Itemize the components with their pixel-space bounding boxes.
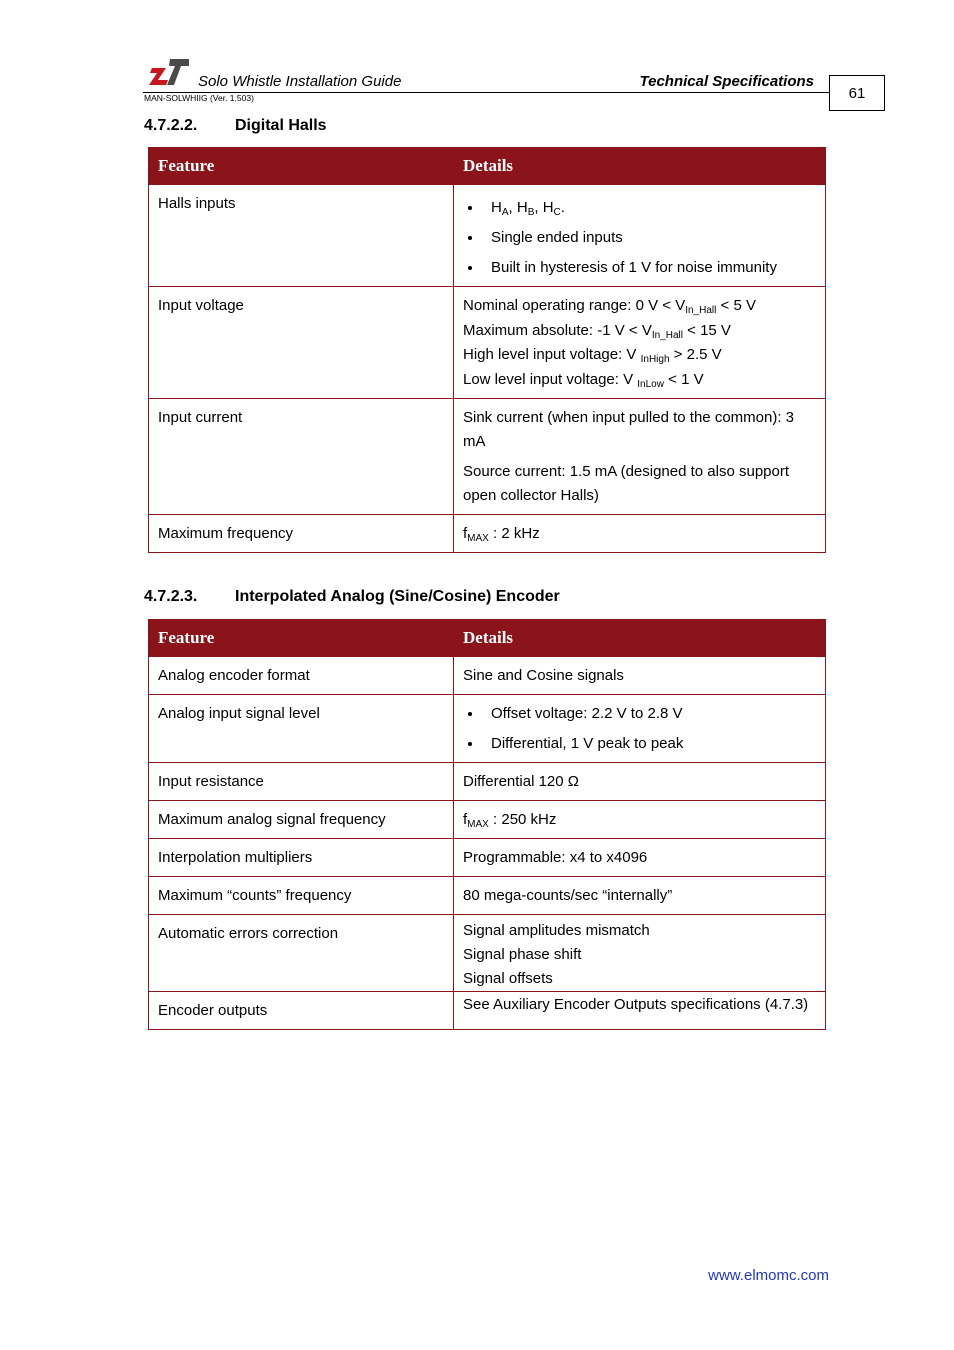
section-title: Technical Specifications: [639, 73, 814, 90]
table-header-row: [149, 148, 826, 185]
detail-line: Signal phase shift: [463, 946, 582, 963]
feature-cell: Automatic errors correction: [149, 915, 454, 992]
bullet-list: [463, 196, 816, 280]
heading-number: 4.7.2.3.: [144, 588, 198, 605]
details-cell: See Auxiliary Encoder Outputs specifications (4.7.3): [454, 992, 826, 1030]
feature-cell: Analog encoder format: [149, 657, 454, 695]
table-row: [149, 763, 826, 801]
table-row: [149, 515, 826, 553]
table-row: [149, 695, 826, 763]
detail-line: Signal offsets: [463, 970, 553, 987]
detail-paragraph: Sink current (when input pulled to the common): 3 mA: [463, 409, 795, 450]
page-number: 61: [829, 75, 885, 111]
table-row: [149, 877, 826, 915]
digital-halls-table: [148, 147, 826, 553]
feature-cell: Analog input signal level: [149, 695, 454, 763]
table-row: [149, 657, 826, 695]
detail-paragraph: Source current: 1.5 mA (designed to also support open collector Halls): [463, 463, 790, 504]
bullet-list: [463, 702, 816, 756]
detail-line: Low level input voltage: V $_{InLow}$ < 1 V: [463, 370, 704, 390]
table-row: [149, 801, 826, 839]
details-cell: [454, 915, 826, 992]
column-header-details: Details: [454, 148, 826, 185]
heading-number: 4.7.2.2.: [144, 117, 198, 134]
column-header-feature: Feature: [149, 148, 454, 185]
document-title: Solo Whistle Installation Guide: [198, 73, 402, 90]
table-row: [149, 992, 826, 1030]
detail-line: Nominal operating range: 0 $V < V_{In\_Hall} < 5$ V: [463, 297, 756, 316]
detail-line: High level input voltage: V $_{InHigh}$ > 2.5 V: [463, 346, 722, 365]
list-item: • $H_A$, $H_B$, $H_C$.: [483, 196, 816, 220]
list-item: • Single ended inputs: [483, 226, 816, 250]
table-header-row: [149, 620, 826, 657]
feature-cell: Maximum frequency: [149, 515, 454, 553]
column-header-details: Details: [454, 620, 826, 657]
column-header-feature: Feature: [149, 620, 454, 657]
feature-cell: Halls inputs: [149, 185, 454, 287]
details-cell: Programmable: x4 to x4096: [454, 839, 826, 877]
table-row: [149, 915, 826, 992]
details-cell: [454, 185, 826, 287]
list-item: • Built in hysteresis of 1 V for noise immunity: [483, 256, 816, 280]
feature-cell: Maximum analog signal frequency: [149, 801, 454, 839]
list-item: • Offset voltage: 2.2 V to 2.8 V: [483, 702, 816, 726]
heading-interpolated-encoder: [144, 588, 560, 606]
details-cell: Sine and Cosine signals: [454, 657, 826, 695]
feature-cell: Input resistance: [149, 763, 454, 801]
list-item: • Differential, 1 V peak to peak: [483, 732, 816, 756]
feature-cell: Input voltage: [149, 287, 454, 399]
details-cell: $f_{MAX}$ : 250 kHz: [454, 801, 826, 839]
analog-encoder-table: [148, 619, 826, 1030]
feature-cell: Interpolation multipliers: [149, 839, 454, 877]
heading-digital-halls: [144, 117, 327, 135]
details-cell: [454, 287, 826, 399]
feature-cell: Maximum “counts” frequency: [149, 877, 454, 915]
detail-line: Signal amplitudes mismatch: [463, 922, 650, 939]
feature-cell: Input current: [149, 399, 454, 515]
details-cell: Differential 120 Ω: [454, 763, 826, 801]
details-cell: 80 mega-counts/sec “internally”: [454, 877, 826, 915]
detail-line: Maximum absolute: -1 $V < V_{In\_Hall} < 15$ V: [463, 321, 731, 341]
feature-cell: Encoder outputs: [149, 992, 454, 1030]
heading-text: Digital Halls: [235, 117, 327, 134]
footer-website-link[interactable]: www.elmomc.com: [708, 1267, 829, 1284]
details-cell: [454, 399, 826, 515]
details-cell: [454, 695, 826, 763]
table-row: [149, 287, 826, 399]
table-row: [149, 399, 826, 515]
details-cell: $f_{MAX}$ : 2 kHz: [454, 515, 826, 553]
elmo-logo-icon: [148, 58, 190, 86]
table-row: [149, 185, 826, 287]
heading-text: Interpolated Analog (Sine/Cosine) Encoder: [235, 588, 560, 605]
document-version: MAN-SOLWHIIG (Ver. 1.503): [144, 93, 254, 103]
table-row: [149, 839, 826, 877]
